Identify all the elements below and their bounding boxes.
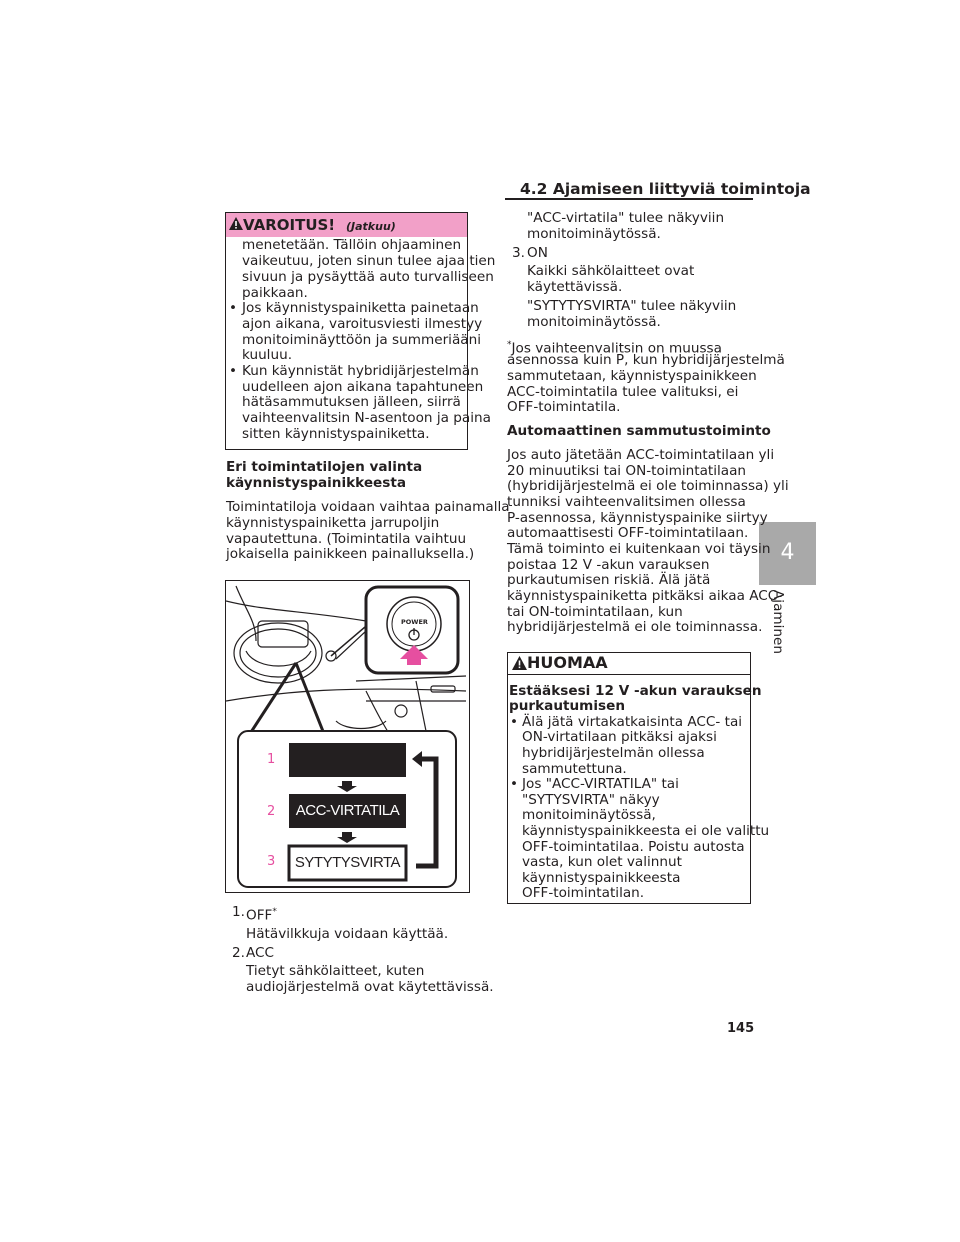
footnote-line: OFF-toimintatila.	[507, 399, 621, 415]
item-text: audiojärjestelmä ovat käytettävissä.	[246, 979, 494, 995]
notice-heading: purkautumisen	[509, 698, 625, 714]
notice-line: käynnistyspainikkeesta	[522, 870, 681, 886]
footnote-line: asennossa kuin P, kun hybridijärjestelmä	[507, 352, 785, 368]
bullet: •	[510, 776, 519, 792]
warning-line: ajon aikana, varoitusviesti ilmestyy	[242, 316, 483, 332]
bullet: •	[510, 714, 519, 730]
paragraph-line: tai ON-toimintatilaan, kun	[507, 604, 683, 620]
step-number: 1	[267, 752, 276, 767]
item-number: 2.	[232, 945, 245, 961]
warning-line: monitoiminäyttöön ja summeriääni	[242, 332, 482, 348]
item-text: Tietyt sähkölaitteet, kuten	[246, 963, 425, 979]
paragraph-line: automaattisesti OFF-toimintatilaan.	[507, 525, 749, 541]
dashboard-illustration	[226, 581, 469, 892]
paragraph-line: (hybridijärjestelmä ei ole toiminnassa) yli	[507, 478, 789, 494]
warning-line: vaihteenvalitsin N-asentoon ja paina	[242, 410, 491, 426]
bullet: •	[229, 300, 238, 316]
item-text: monitoiminäytössä.	[527, 226, 661, 242]
warning-line: Kun käynnistät hybridijärjestelmän	[242, 363, 479, 379]
paragraph-line: 20 minuutiksi tai ON-toimintatilaan	[507, 463, 747, 479]
item-text: "ACC-virtatila" tulee näkyviin	[527, 210, 725, 226]
paragraph-line: tunniksi vaihteenvalitsimen ollessa	[507, 494, 746, 510]
warning-line: sivuun ja pysäyttää auto turvalliseen	[242, 269, 494, 285]
item-number: 3.	[512, 245, 525, 261]
bullet: •	[229, 363, 238, 379]
notice-line: hybridijärjestelmän ollessa	[522, 745, 705, 761]
power-button-label: POWER	[401, 618, 428, 626]
item-text: Kaikki sähkölaitteet ovat	[527, 263, 695, 279]
ignition-display-label: SYTYTYSVIRTA	[294, 854, 401, 871]
footnote-line: *Jos vaihteenvalitsin on muussa	[507, 340, 722, 357]
chapter-number: 4	[780, 540, 795, 565]
page-number: 145	[727, 1021, 755, 1036]
warning-line: uudelleen ajon aikana tapahtuneen	[242, 379, 484, 395]
notice-line: Älä jätä virtakatkaisinta ACC- tai	[522, 714, 743, 730]
paragraph-line: purkautumisen riskiä. Älä jätä	[507, 572, 711, 588]
step-number: 2	[267, 804, 276, 819]
step-number: 3	[267, 854, 276, 869]
item-text: Hätävilkkuja voidaan käyttää.	[246, 926, 449, 942]
notice-line: Jos "ACC-VIRTATILA" tai	[522, 776, 679, 792]
item-number: 1.	[232, 904, 245, 920]
paragraph-line: hybridijärjestelmä ei ole toiminnassa.	[507, 619, 763, 635]
item-label: ON	[527, 245, 548, 261]
warning-title: VAROITUS!	[243, 216, 336, 234]
acc-display-label: ACC-VIRTATILA	[295, 802, 400, 819]
footnote-line: ACC-toimintatila tulee valituksi, ei	[507, 384, 739, 400]
notice-line: monitoiminäytössä,	[522, 807, 656, 823]
paragraph-line: Toimintatiloja voidaan vaihtaa painamalla	[226, 499, 510, 515]
warning-line: kuuluu.	[242, 347, 293, 363]
paragraph-line: jokaisella painikkeen painalluksella.)	[226, 546, 475, 562]
item-label: OFF*	[246, 907, 277, 924]
warning-line: menetetään. Tällöin ohjaaminen	[242, 237, 462, 253]
section-title: 4.2 Ajamiseen liittyviä toimintoja	[520, 180, 811, 198]
section-heading: käynnistyspainikkeesta	[226, 475, 407, 491]
section-heading: Automaattinen sammutustoiminto	[507, 423, 771, 439]
paragraph-line: Jos auto jätetään ACC-toimintatilaan yli	[507, 447, 775, 463]
notice-line: "SYTYSVIRTA" näkyy	[522, 792, 660, 808]
paragraph-line: Tämä toiminto ei kuitenkaan voi täysin	[507, 541, 771, 557]
paragraph-line: käynnistyspainiketta jarrupoljin	[226, 515, 440, 531]
warning-line: Jos käynnistyspainiketta painetaan	[242, 300, 479, 316]
warning-icon	[228, 216, 244, 232]
notice-line: ON-virtatilaan pitkäksi ajaksi	[522, 729, 717, 745]
notice-line: OFF-toimintatilan.	[522, 885, 645, 901]
notice-heading: Estääksesi 12 V -akun varauksen	[509, 683, 762, 699]
warning-line: vaikeutuu, joten sinun tulee ajaa tien	[242, 253, 496, 269]
warning-subtitle: (Jatkuu)	[346, 220, 396, 233]
paragraph-line: käynnistyspainiketta pitkäksi aikaa ACC-	[507, 588, 783, 604]
chapter-label: Ajaminen	[770, 590, 786, 655]
warning-line: hätäsammutuksen jälleen, siirrä	[242, 394, 461, 410]
warning-line: sitten käynnistyspainiketta.	[242, 426, 430, 442]
paragraph-line: poistaa 12 V -akun varauksen	[507, 557, 710, 573]
notice-icon	[511, 655, 528, 672]
paragraph-line: P-asennossa, käynnistyspainike siirtyy	[507, 510, 768, 526]
item-text: "SYTYTYSVIRTA" tulee näkyviin	[527, 298, 737, 314]
item-label: ACC	[246, 945, 275, 961]
notice-line: sammutettuna.	[522, 761, 627, 777]
item-text: käytettävissä.	[527, 279, 623, 295]
warning-line: paikkaan.	[242, 285, 308, 301]
notice-line: käynnistyspainikkeesta ei ole valittu	[522, 823, 770, 839]
item-text: monitoiminäytössä.	[527, 314, 661, 330]
footnote-line: sammutetaan, käynnistyspainikkeen	[507, 368, 757, 384]
header-rule	[505, 198, 753, 200]
notice-title: HUOMAA	[527, 653, 608, 672]
paragraph-line: vapautettuna. (Toimintatila vaihtuu	[226, 531, 467, 547]
section-heading: Eri toimintatilojen valinta	[226, 459, 423, 475]
notice-line: OFF-toimintatilaa. Poistu autosta	[522, 839, 745, 855]
notice-header-rule	[507, 674, 751, 675]
notice-line: vasta, kun olet valinnut	[522, 854, 682, 870]
